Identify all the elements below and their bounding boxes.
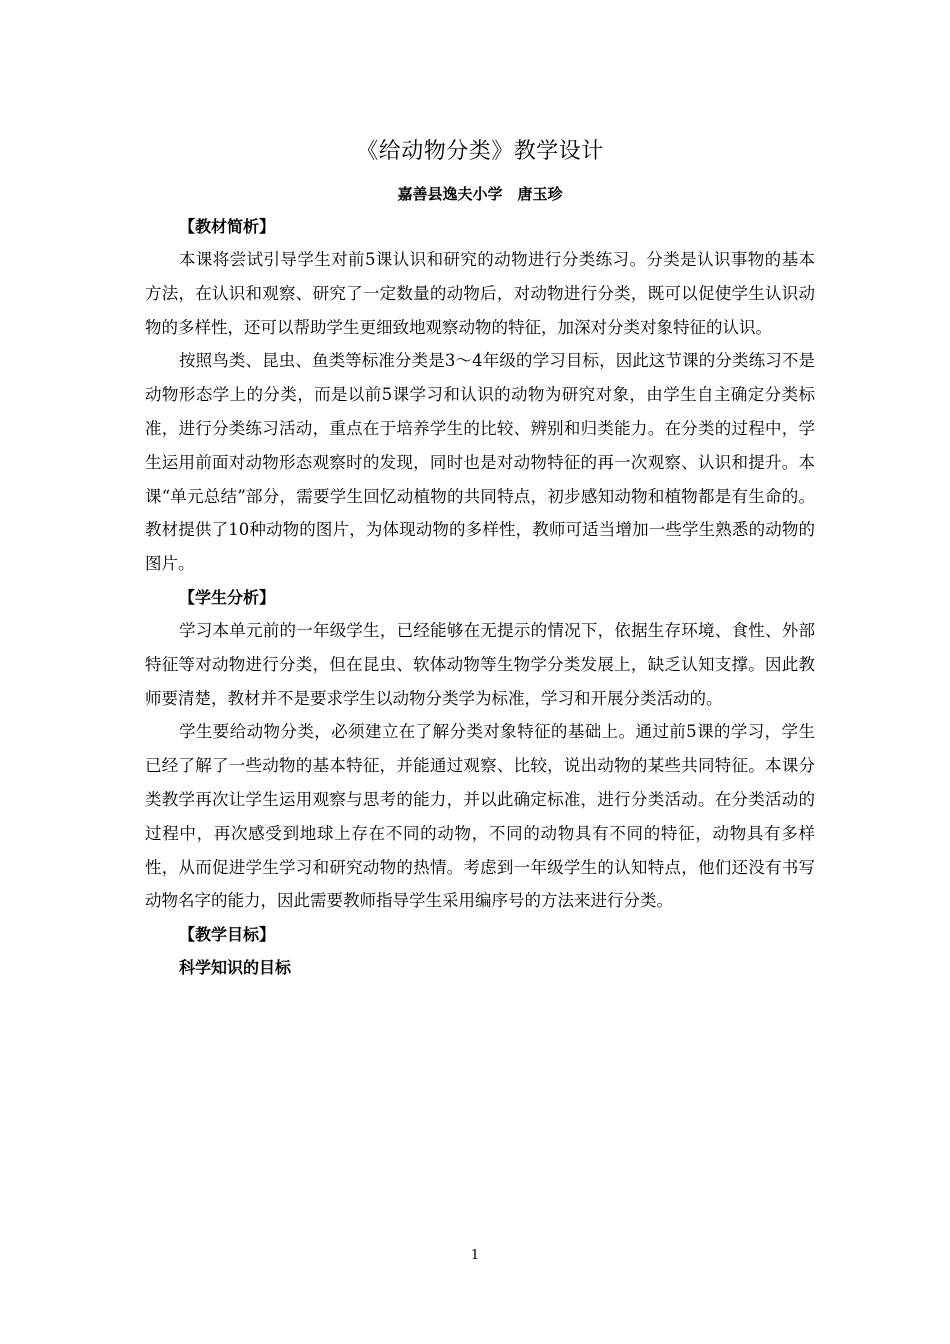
section-heading: 【教材简析】 <box>179 217 276 236</box>
section-teaching-goals <box>145 918 815 951</box>
section-heading: 【教学目标】 <box>179 925 276 945</box>
paragraph: 本课将尝试引导学生对前5课认识和研究的动物进行分类练习。分类是认识事物的基本方法，在认识和观察、研究了一定数量的动物后，对动物进行分类，既可以促使学生认识动物的多样性，还可以帮助学生更细致地观察动物的特征，加深对分类对象特征的认识。 <box>145 250 815 337</box>
section-textbook-analysis <box>145 210 815 581</box>
paragraph: 学习本单元前的一年级学生，已经能够在无提示的情况下，依据生存环境、食性、外部特征等对动物进行分类，但在昆虫、软体动物等生物学分类发展上，缺乏认知支撑。因此教师要清楚，教材并不是要求学生以动物分类学为标准，学习和开展分类活动的。 <box>145 620 815 708</box>
paragraph: 学生要给动物分类，必须建立在了解分类对象特征的基础上。通过前5课的学习，学生已经了解了一些动物的基本特征，并能通过观察、比较，说出动物的某些共同特征。本课分类教学再次让学生运用观察与思考的能力，并以此确定标准，进行分类活动。在分类活动的过程中，再次感受到地球上存在不同的动物，不同的动物具有不同的特征，动物具有多样性，从而促进学生学习和研究动物的热情。考虑到一年级学生的认知特点，他们还没有书写动物名字的能力，因此需要教师指导学生采用编序号的方法来进行分类。 <box>145 722 815 911</box>
document-body <box>145 133 815 984</box>
page-number: 1 <box>470 1248 480 1263</box>
document-title: 《给动物分类》教学设计 <box>356 139 604 164</box>
subsection-heading: 科学知识的目标 <box>179 958 292 978</box>
document-author: 嘉善县逸夫小学 唐玉珍 <box>397 185 563 203</box>
section-science-knowledge-goals <box>145 951 815 984</box>
paragraph: 按照鸟类、昆虫、鱼类等标准分类是3～4年级的学习目标，因此这节课的分类练习不是动物形态学上的分类，而是以前5课学习和认识的动物为研究对象，由学生自主确定分类标准，进行分类练习活动，重点在于培养学生的比较、辨别和归类能力。在分类的过程中，学生运用前面对动物形态观察时的发现，同时也是对动物特征的再一次观察、认识和提升。本课“单元总结”部分，需要学生回忆动植物的共同特点，初步感知动物和植物都是有生命的。教材提供了10种动物的图片，为体现动物的多样性，教师可适当增加一些学生熟悉的动物的图片。 <box>145 351 815 574</box>
section-student-analysis <box>145 581 815 918</box>
section-heading: 【学生分析】 <box>179 587 276 607</box>
